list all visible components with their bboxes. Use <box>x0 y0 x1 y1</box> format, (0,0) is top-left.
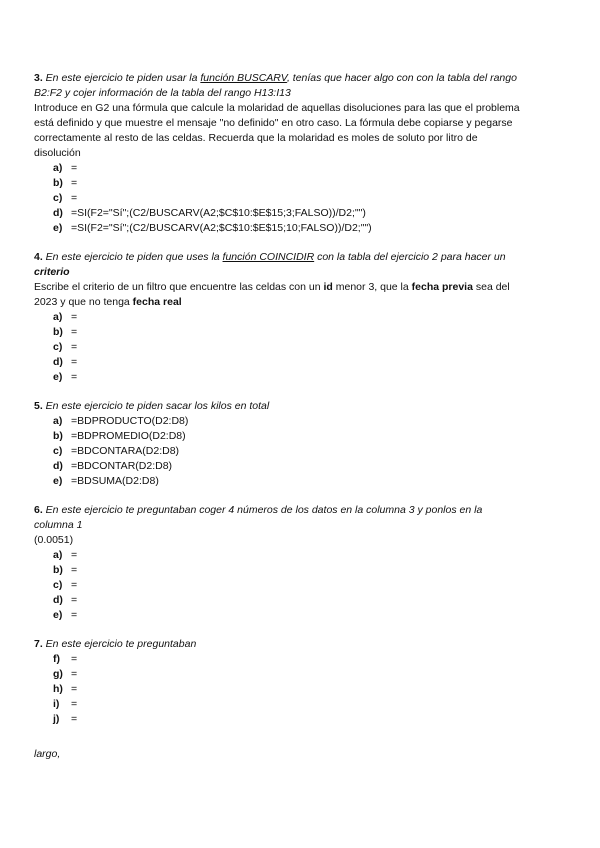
option-letter: a) <box>53 415 63 427</box>
question-5-heading <box>34 399 524 414</box>
option-letter: e) <box>53 371 63 383</box>
option-letter: c) <box>53 579 63 591</box>
option-3b <box>53 176 524 191</box>
question-3-number: 3. <box>34 72 43 84</box>
option-4d <box>53 355 524 370</box>
question-4-heading-bold: criterio <box>34 266 70 278</box>
body-text-part: Escribe el criterio de un filtro que encuentre las celdas con un <box>34 281 324 293</box>
option-6c <box>53 578 524 593</box>
spacer <box>34 489 524 503</box>
option-4b <box>53 325 524 340</box>
question-5-options <box>34 414 524 489</box>
body-bold-id: id <box>323 281 333 293</box>
option-letter: d) <box>53 356 63 368</box>
option-letter: c) <box>53 192 63 204</box>
option-value: = <box>71 698 78 710</box>
option-letter: b) <box>53 564 63 576</box>
body-bold-fecha-real: fecha real <box>132 296 182 308</box>
question-6-heading <box>34 503 524 533</box>
question-5-heading-text: En este ejercicio te piden sacar los kilos en total <box>42 400 270 412</box>
question-6-number: 6. <box>34 504 43 516</box>
option-letter: i) <box>53 698 60 710</box>
option-value: = <box>71 326 78 338</box>
question-6-heading-text: En este ejercicio te preguntaban coger 4 números de los datos en la columna 3 y ponlos en la columna 1 <box>34 504 483 531</box>
function-link-coincidir[interactable]: función COINCIDIR <box>222 251 315 263</box>
option-4e <box>53 370 524 385</box>
spacer <box>34 623 524 637</box>
option-value: =BDSUMA(D2:D8) <box>71 475 159 487</box>
option-value: = <box>71 549 78 561</box>
question-7 <box>34 637 524 727</box>
question-3-body: Introduce en G2 una fórmula que calcule la molaridad de aquellas disoluciones para las que el problema está definido y que muestre el mensaje "no definido" en otro caso. La fórmula debe copiarse y pegarse correctamente al resto de las celdas. Recuerda que la molaridad es moles de soluto por litro de disolución <box>34 102 520 159</box>
option-5c <box>53 444 524 459</box>
question-7-options <box>34 652 524 727</box>
option-3e <box>53 221 524 236</box>
option-6b <box>53 563 524 578</box>
question-5 <box>34 399 524 489</box>
spacer <box>34 385 524 399</box>
question-7-heading-text: En este ejercicio te preguntaban <box>42 638 197 650</box>
option-value: =BDCONTARA(D2:D8) <box>71 445 180 457</box>
option-5d <box>53 459 524 474</box>
question-4-number: 4. <box>34 251 43 263</box>
option-value: =BDPRODUCTO(D2:D8) <box>71 415 189 427</box>
option-letter: h) <box>53 683 63 695</box>
option-value: = <box>71 668 78 680</box>
question-6-body: (0.0051) <box>34 534 74 546</box>
option-4a <box>53 310 524 325</box>
question-4-heading-text: En este ejercicio te piden que uses la <box>42 251 223 263</box>
option-letter: d) <box>53 460 63 472</box>
option-value: = <box>71 594 78 606</box>
option-3a <box>53 161 524 176</box>
option-value: =SI(F2="Sí";(C2/BUSCARV(A2;$C$10:$E$15;3;FALSO))/D2;"") <box>71 207 366 219</box>
question-4-options <box>34 310 524 385</box>
body-text-part: menor 3, que la <box>332 281 412 293</box>
body-text-part: sea del 2023 y que no tenga <box>34 281 510 308</box>
option-letter: b) <box>53 430 63 442</box>
question-3-heading-text-2: , tenías que hacer algo con con la tabla del rango B2:F2 y cojer información de la tabla del rango H13:I13 <box>34 72 517 99</box>
question-4-heading <box>34 250 524 280</box>
option-letter: c) <box>53 341 63 353</box>
option-7g <box>53 667 524 682</box>
option-value: = <box>71 311 78 323</box>
footer-text: largo, <box>34 748 61 760</box>
option-7f <box>53 652 524 667</box>
option-6e <box>53 608 524 623</box>
option-letter: f) <box>53 653 60 665</box>
option-letter: d) <box>53 207 63 219</box>
option-letter: e) <box>53 609 63 621</box>
option-4c <box>53 340 524 355</box>
option-7i <box>53 697 524 712</box>
option-value: =SI(F2="Sí";(C2/BUSCARV(A2;$C$10:$E$15;10;FALSO))/D2;"") <box>71 222 372 234</box>
option-5a <box>53 414 524 429</box>
function-link-buscarv[interactable]: función BUSCARV <box>200 72 287 84</box>
option-letter: j) <box>53 713 60 725</box>
option-value: = <box>71 564 78 576</box>
option-value: = <box>71 609 78 621</box>
option-value: = <box>71 341 78 353</box>
option-value: = <box>71 653 78 665</box>
option-value: = <box>71 192 78 204</box>
question-5-number: 5. <box>34 400 43 412</box>
question-4 <box>34 250 524 385</box>
option-value: =BDPROMEDIO(D2:D8) <box>71 430 186 442</box>
question-3-heading-text: En este ejercicio te piden usar la <box>42 72 201 84</box>
question-3-heading <box>34 71 524 101</box>
question-7-heading <box>34 637 524 652</box>
option-letter: a) <box>53 311 63 323</box>
question-3 <box>34 71 524 236</box>
option-letter: a) <box>53 549 63 561</box>
question-7-number: 7. <box>34 638 43 650</box>
option-5b <box>53 429 524 444</box>
body-bold-fecha-previa: fecha previa <box>411 281 473 293</box>
option-value: = <box>71 683 78 695</box>
option-3d <box>53 206 524 221</box>
option-value: = <box>71 162 78 174</box>
option-letter: d) <box>53 594 63 606</box>
option-value: = <box>71 713 78 725</box>
spacer <box>34 236 524 250</box>
option-value: = <box>71 371 78 383</box>
option-7j <box>53 712 524 727</box>
option-6d <box>53 593 524 608</box>
spacer <box>34 727 524 747</box>
option-letter: b) <box>53 326 63 338</box>
option-letter: a) <box>53 162 63 174</box>
document-content <box>34 71 524 762</box>
option-letter: e) <box>53 475 63 487</box>
option-letter: c) <box>53 445 63 457</box>
option-5e <box>53 474 524 489</box>
question-6 <box>34 503 524 623</box>
option-7h <box>53 682 524 697</box>
option-letter: e) <box>53 222 63 234</box>
question-4-body <box>34 280 524 310</box>
option-value: = <box>71 356 78 368</box>
option-3c <box>53 191 524 206</box>
option-letter: g) <box>53 668 63 680</box>
question-4-heading-text-2: con la tabla del ejercicio 2 para hacer un <box>314 251 506 263</box>
option-value: =BDCONTAR(D2:D8) <box>71 460 173 472</box>
question-3-options <box>34 161 524 236</box>
option-6a <box>53 548 524 563</box>
option-value: = <box>71 579 78 591</box>
option-letter: b) <box>53 177 63 189</box>
question-6-options <box>34 548 524 623</box>
option-value: = <box>71 177 78 189</box>
